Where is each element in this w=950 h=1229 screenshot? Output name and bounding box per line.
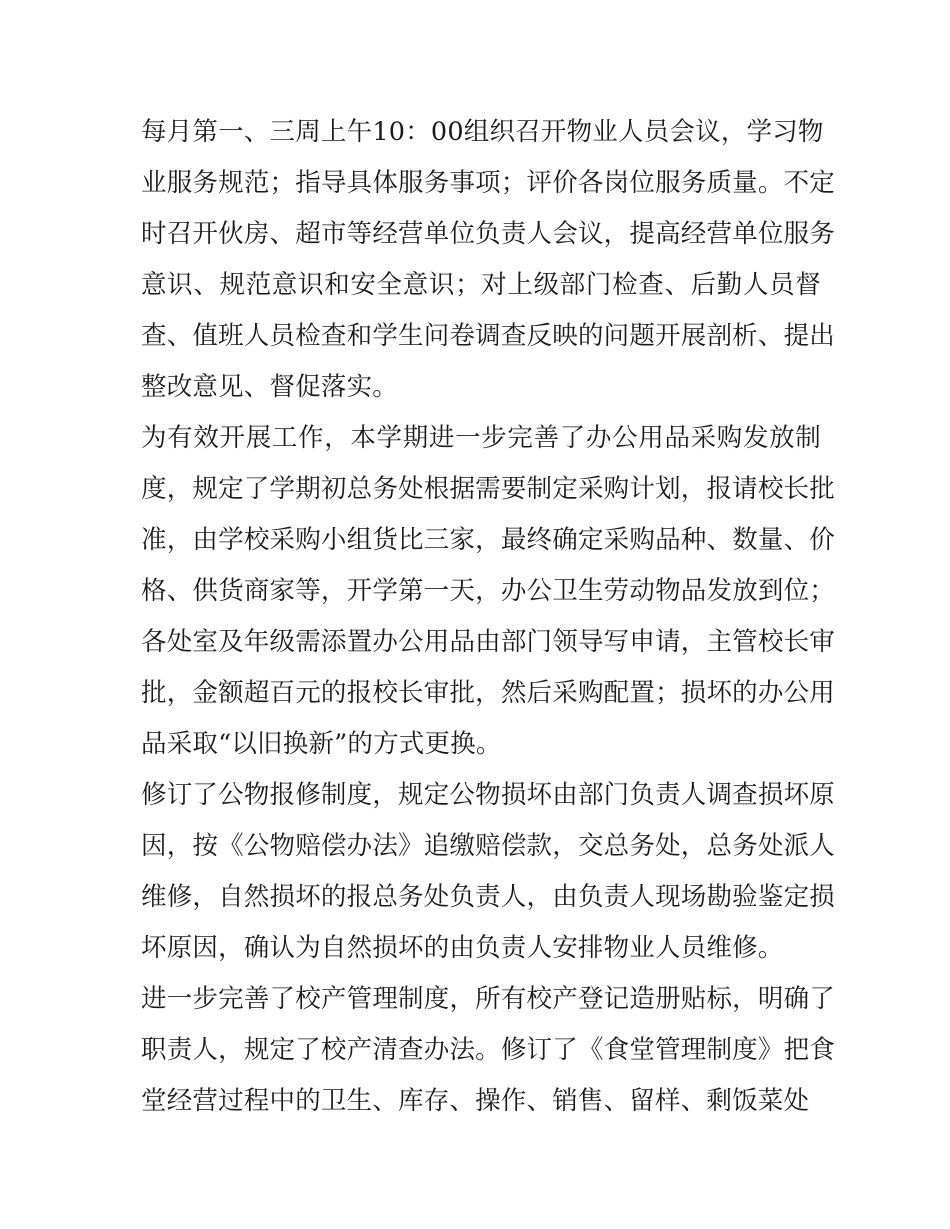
- document-body: [141, 107, 835, 1127]
- text-line: 进 一 步 完 善 了 校 产 管 理 制 度 ， 所 有 校 产 登 记 造 册 贴 标 ， 明 确 了: [141, 984, 835, 1014]
- text-line: 各 处 室 及 年 级 需 添 置 办 公 用 品 由 部 门 领 导 写 申 请 ， 主 管 校 长 审: [141, 627, 835, 657]
- paragraph: [141, 413, 835, 770]
- text-line: 度 ， 规 定 了 学 期 初 总 务 处 根 据 需 要 制 定 采 购 计 划 ， 报 请 校 长 批: [141, 474, 835, 504]
- text-line: 堂经营过程中的卫生、库存、操作、销售、留样、剩饭菜处: [141, 1086, 810, 1116]
- text-line: 准 ， 由 学 校 采 购 小 组 货 比 三 家 ， 最 终 确 定 采 购 品 种 、 数 量 、 价: [141, 525, 835, 555]
- text-line: 修 订 了 公 物 报 修 制 度 ， 规 定 公 物 损 坏 由 部 门 负 责 人 调 查 损 坏 原: [141, 780, 835, 810]
- text-line: 整改意见、督促落实。: [141, 372, 399, 402]
- text-line: 职 责 人 ， 规 定 了 校 产 清 查 办 法 。 修 订 了 《 食 堂 管 理 制 度 》 把 食: [141, 1035, 835, 1065]
- text-line: 维 修 ， 自 然 损 坏 的 报 总 务 处 负 责 人 ， 由 负 责 人 现 场 勘 验 鉴 定 损: [141, 882, 835, 912]
- text-line: 品采取“以旧换新”的方式更换。: [141, 729, 502, 759]
- paragraph: [141, 770, 835, 974]
- paragraph: [141, 974, 835, 1127]
- paragraph: [141, 107, 835, 413]
- text-line: 为 有 效 开 展 工 作 ， 本 学 期 进 一 步 完 善 了 办 公 用 品 采 购 发 放 制: [141, 423, 821, 453]
- text-line: 因 ， 按 《 公 物 赔 偿 办 法 》 追 缴 赔 偿 款 ， 交 总 务 处 ， 总 务 处 派 人: [141, 831, 835, 861]
- text-line: 查 、 值 班 人 员 检 查 和 学 生 问 卷 调 查 反 映 的 问 题 开 展 剖 析 、 提 出: [141, 321, 835, 351]
- text-line: 每 月 第 一 、 三 周 上 午 1 0 ： 0 0 组 织 召 开 物 业 人 员 会 议 ， 学 习 物: [141, 117, 824, 147]
- text-line: 意 识 、 规 范 意 识 和 安 全 意 识 ； 对 上 级 部 门 检 查 、 后 勤 人 员 督: [141, 270, 821, 300]
- text-line: 业 服 务 规 范 ； 指 导 具 体 服 务 事 项 ； 评 价 各 岗 位 服 务 质 量 。 不 定: [141, 168, 835, 198]
- text-line: 批 ， 金 额 超 百 元 的 报 校 长 审 批 ， 然 后 采 购 配 置 ； 损 坏 的 办 公 用: [141, 678, 835, 708]
- text-line: 格 、 供 货 商 家 等 ， 开 学 第 一 天 ， 办 公 卫 生 劳 动 物 品 发 放 到 位 ；: [141, 576, 835, 606]
- text-line: 坏原因，确认为自然损坏的由负责人安排物业人员维修。: [141, 933, 784, 963]
- text-line: 时 召 开 伙 房 、 超 市 等 经 营 单 位 负 责 人 会 议 ， 提 高 经 营 单 位 服 务: [141, 219, 835, 249]
